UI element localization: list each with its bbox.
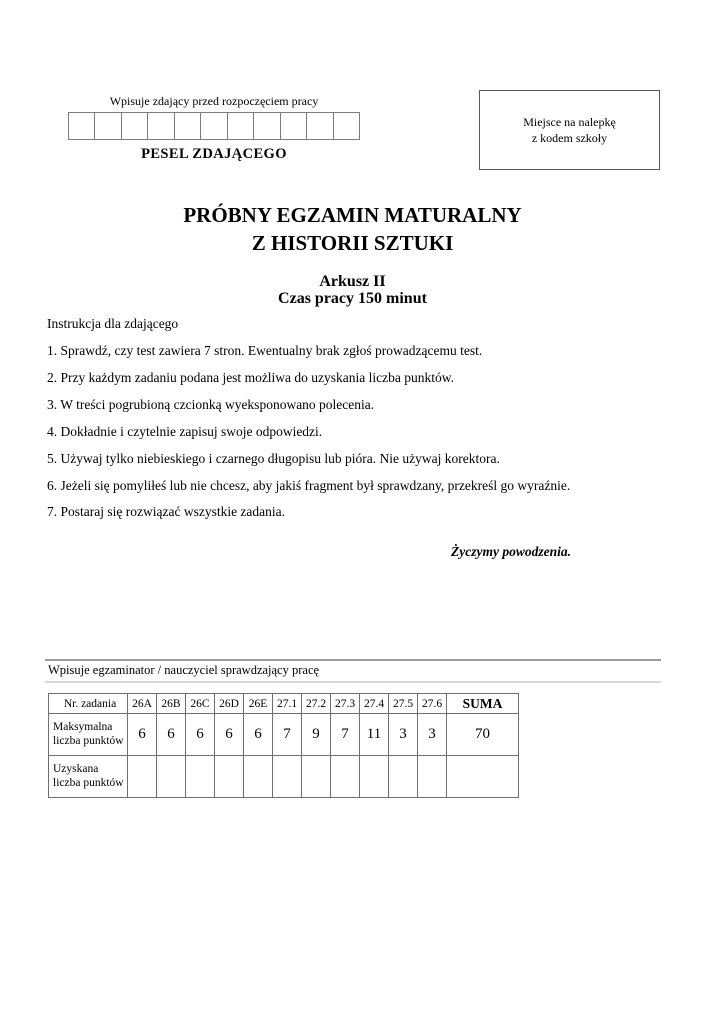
header-26D: 26D	[215, 694, 244, 714]
max-points-27-3: 7	[331, 714, 360, 756]
score-table-header-row	[49, 694, 519, 714]
max-points-label: Maksymalna liczba punktów	[49, 714, 128, 756]
header-suma: SUMA	[447, 694, 519, 714]
earned-points-27-3	[331, 756, 360, 798]
school-code-sticker-box	[479, 90, 660, 170]
header-27-2: 27.2	[302, 694, 331, 714]
max-points-27-5: 3	[389, 714, 418, 756]
score-table	[48, 693, 519, 798]
earned-points-26A	[128, 756, 157, 798]
exam-title-line1: PRÓBNY EGZAMIN MATURALNY	[183, 203, 522, 227]
max-points-26B: 6	[157, 714, 186, 756]
earned-points-27-2	[302, 756, 331, 798]
earned-points-26D	[215, 756, 244, 798]
pesel-cell	[95, 113, 121, 139]
pesel-cell	[122, 113, 148, 139]
earned-points-suma	[447, 756, 519, 798]
sticker-box-line1: Miejsce na nalepkę	[523, 114, 616, 129]
instruction-item-1: 1. Sprawdź, czy test zawiera 7 stron. Ewentualny brak zgłoś prowadzącemu test.	[47, 342, 483, 358]
earned-points-27-5	[389, 756, 418, 798]
header-task-number: Nr. zadania	[49, 694, 128, 714]
max-points-suma: 70	[447, 714, 519, 756]
max-points-27-6: 3	[418, 714, 447, 756]
pesel-cell	[254, 113, 280, 139]
exam-time-label: Czas pracy 150 minut	[278, 290, 427, 307]
header-27-4: 27.4	[360, 694, 389, 714]
examiner-section-label: Wpisuje egzaminator / nauczyciel sprawdzający pracę	[45, 659, 661, 683]
pesel-cell	[228, 113, 254, 139]
pesel-cell	[281, 113, 307, 139]
max-points-26C: 6	[186, 714, 215, 756]
instructions-section	[47, 316, 662, 531]
header-26B: 26B	[157, 694, 186, 714]
header-27-5: 27.5	[389, 694, 418, 714]
max-points-26D: 6	[215, 714, 244, 756]
exam-sheet-label: Arkusz II	[319, 273, 386, 290]
header-26A: 26A	[128, 694, 157, 714]
instruction-item-4: 4. Dokładnie i czytelnie zapisuj swoje odpowiedzi.	[47, 423, 323, 439]
header-26C: 26C	[186, 694, 215, 714]
instruction-item-5: 5. Używaj tylko niebieskiego i czarnego długopisu lub pióra. Nie używaj korektora.	[47, 450, 500, 466]
instruction-item-6: 6. Jeżeli się pomyliłeś lub nie chcesz, aby jakiś fragment był sprawdzany, przekreśl go wyraźnie.	[47, 477, 571, 493]
pesel-cell	[148, 113, 174, 139]
exam-subtitle	[45, 274, 660, 308]
candidate-instruction-label: Wpisuje zdający przed rozpoczęciem pracy	[109, 94, 319, 108]
max-points-27-2: 9	[302, 714, 331, 756]
earned-points-27-1	[273, 756, 302, 798]
instructions-heading: Instrukcja dla zdającego	[47, 316, 179, 331]
header-27-3: 27.3	[331, 694, 360, 714]
earned-points-26C	[186, 756, 215, 798]
pesel-grid	[68, 112, 360, 140]
header-27-6: 27.6	[418, 694, 447, 714]
pesel-cell	[334, 113, 359, 139]
earned-points-27-6	[418, 756, 447, 798]
good-luck-text: Życzymy powodzenia.	[451, 544, 571, 559]
earned-points-26E	[244, 756, 273, 798]
sticker-box-line2: z kodem szkoły	[531, 131, 608, 145]
pesel-cell	[69, 113, 95, 139]
max-points-27-1: 7	[273, 714, 302, 756]
exam-title	[45, 202, 660, 257]
instruction-item-3: 3. W treści pogrubioną czcionką wyeksponowano polecenia.	[47, 396, 375, 412]
earned-points-label: Uzyskana liczba punktów	[49, 756, 128, 798]
pesel-label: PESEL ZDAJĄCEGO	[141, 146, 287, 162]
max-points-27-4: 11	[360, 714, 389, 756]
earned-points-row	[49, 756, 519, 798]
max-points-row	[49, 714, 519, 756]
max-points-26A: 6	[128, 714, 157, 756]
max-points-26E: 6	[244, 714, 273, 756]
instruction-item-2: 2. Przy każdym zadaniu podana jest możliwa do uzyskania liczba punktów.	[47, 369, 455, 385]
candidate-fill-section	[68, 94, 360, 163]
earned-points-26B	[157, 756, 186, 798]
exam-title-line2: Z HISTORII SZTUKI	[251, 230, 454, 255]
pesel-cell	[175, 113, 201, 139]
pesel-cell	[307, 113, 333, 139]
instruction-item-7: 7. Postaraj się rozwiązać wszystkie zadania.	[47, 504, 286, 520]
earned-points-27-4	[360, 756, 389, 798]
header-27-1: 27.1	[273, 694, 302, 714]
pesel-cell	[201, 113, 227, 139]
header-26E: 26E	[244, 694, 273, 714]
